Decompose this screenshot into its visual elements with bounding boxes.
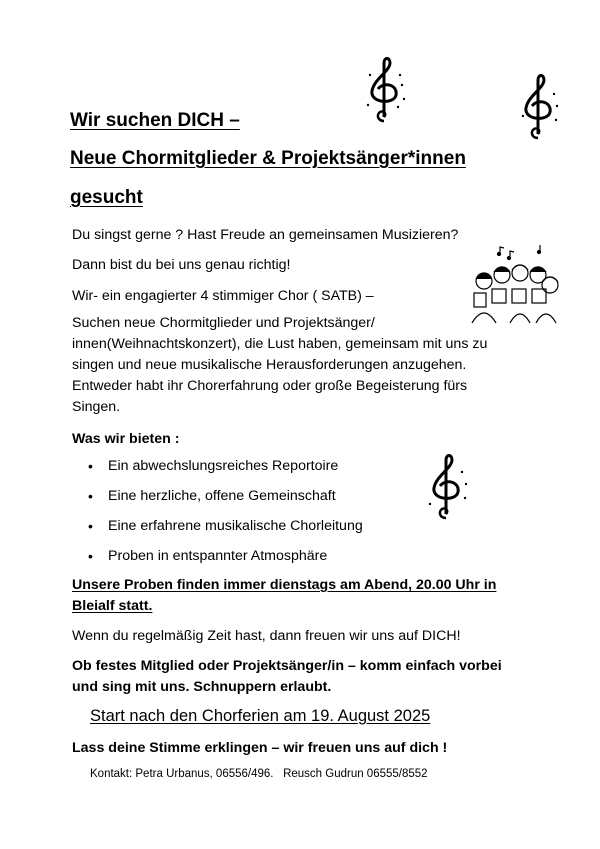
list-item-text: Eine herzliche, offene Gemeinschaft <box>108 488 336 504</box>
list-item-text: Eine erfahrene musikalische Chorleitung <box>108 518 363 534</box>
body-line: innen(Weihnachtskonzert), die Lust haben, gemeinsam mit uns zu <box>72 336 488 352</box>
rehearsal-line-2: Bleialf statt. <box>72 598 153 614</box>
drop-in-line-2: und sing mit uns. Schnuppern erlaubt. <box>72 679 332 695</box>
list-item <box>88 455 363 485</box>
list-item-text: Ein abwechslungsreiches Reportoire <box>108 458 339 474</box>
headline-line-3: gesucht <box>70 187 143 208</box>
treble-clef-icon <box>422 452 472 522</box>
intro-choir: Wir- ein engagierter 4 stimmiger Chor ( SATB) – <box>72 288 374 304</box>
bullet-icon: • <box>88 488 93 504</box>
treble-clef-icon <box>514 72 564 142</box>
list-item-text: Proben in entspannter Atmosphäre <box>108 548 328 564</box>
list-item <box>88 485 363 515</box>
headline-line-2: Neue Chormitglieder & Projektsänger*innen <box>70 148 466 169</box>
intro-answer: Dann bist du bei uns genau richtig! <box>72 257 291 273</box>
body-line: singen und neue musikalische Herausforderungen anzugehen. <box>72 357 467 373</box>
body-line: Suchen neue Chormitglieder und Projektsänger/ <box>72 315 375 331</box>
treble-clef-icon <box>360 55 410 125</box>
bullet-icon: • <box>88 458 93 474</box>
rehearsal-line-1: Unsere Proben finden immer dienstags am Abend, 20.00 Uhr in <box>72 577 497 593</box>
start-date: Start nach den Chorferien am 19. August 2025 <box>90 707 431 725</box>
body-paragraph <box>72 313 487 418</box>
bullet-icon: • <box>88 548 93 564</box>
list-item <box>88 545 363 575</box>
offer-heading: Was wir bieten : <box>72 431 180 447</box>
drop-in-line-1: Ob festes Mitglied oder Projektsänger/in – komm einfach vorbei <box>72 658 502 674</box>
body-line: Singen. <box>72 399 121 415</box>
invite-text: Wenn du regelmäßig Zeit hast, dann freuen wir uns auf DICH! <box>72 628 461 644</box>
list-item <box>88 515 363 545</box>
intro-question: Du singst gerne ? Hast Freude an gemeinsamen Musizieren? <box>72 227 459 243</box>
offer-list <box>88 455 363 575</box>
body-line: Entweder habt ihr Chorerfahrung oder große Begeisterung fürs <box>72 378 468 394</box>
closing-text: Lass deine Stimme erklingen – wir freuen uns auf dich ! <box>72 740 448 756</box>
contact-info: Kontakt: Petra Urbanus, 06556/496. Reusch Gudrun 06555/8552 <box>90 768 428 780</box>
headline-line-1: Wir suchen DICH – <box>70 110 240 131</box>
bullet-icon: • <box>88 518 93 534</box>
